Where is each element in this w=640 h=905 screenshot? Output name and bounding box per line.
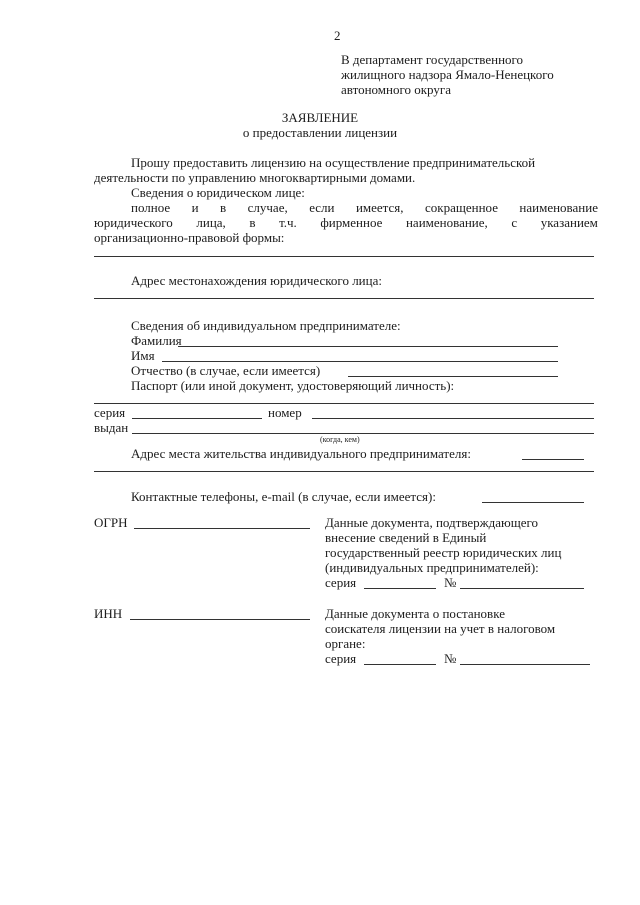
ie-address-field[interactable] (94, 471, 594, 472)
legal-address-label: Адрес местонахождения юридического лица: (131, 273, 382, 288)
ogrn-doc-number-sign: № (444, 575, 457, 590)
patronymic-field[interactable] (348, 376, 558, 377)
inn-doc-number-sign: № (444, 651, 457, 666)
legal-name-field[interactable] (94, 256, 594, 257)
inn-field[interactable] (130, 619, 310, 620)
ogrn-field[interactable] (134, 528, 310, 529)
inn-doc-number-field[interactable] (460, 664, 590, 665)
inn-doc-line-3: органе: (325, 636, 366, 651)
legal-name-line-2: юридического лица, в т.ч. фирменное наименование, с указанием (94, 215, 598, 230)
ogrn-doc-line-4: (индивидуальных предпринимателей): (325, 560, 539, 575)
inn-label: ИНН (94, 606, 123, 621)
number-label: номер (268, 405, 302, 420)
legal-address-field[interactable] (94, 298, 594, 299)
inn-doc-line-1: Данные документа о постановке (325, 606, 505, 621)
addressee-line-3: автономного округа (341, 82, 451, 97)
ie-address-label: Адрес места жительства индивидуального предпринимателя: (131, 446, 471, 461)
name-label: Имя (131, 348, 155, 363)
legal-name-line-1: полное и в случае, если имеется, сокращенное наименование (131, 200, 598, 215)
contacts-field[interactable] (482, 502, 584, 503)
addressee-line-2: жилищного надзора Ямало-Ненецкого (341, 67, 554, 82)
inn-doc-series-label: серия (325, 651, 357, 666)
issued-hint: (когда, кем) (320, 435, 360, 444)
issued-label: выдан (94, 420, 129, 435)
legal-entity-header: Сведения о юридическом лице: (131, 185, 305, 200)
surname-label: Фамилия (131, 333, 182, 348)
ogrn-doc-line-3: государственный реестр юридических лиц (325, 545, 562, 560)
passport-field[interactable] (94, 403, 594, 404)
surname-field[interactable] (178, 346, 558, 347)
issued-field[interactable] (132, 433, 594, 434)
series-field[interactable] (132, 418, 262, 419)
ogrn-doc-series-field[interactable] (364, 588, 436, 589)
document-subtitle: о предоставлении лицензии (242, 125, 398, 140)
name-field[interactable] (162, 361, 558, 362)
ie-header: Сведения об индивидуальном предпринимателе: (131, 318, 401, 333)
addressee-line-1: В департамент государственного (341, 52, 524, 67)
document-title: ЗАЯВЛЕНИЕ (281, 110, 359, 125)
ie-address-field-start[interactable] (522, 459, 584, 460)
inn-doc-series-field[interactable] (364, 664, 436, 665)
ogrn-doc-number-field[interactable] (460, 588, 584, 589)
ogrn-doc-series-label: серия (325, 575, 357, 590)
passport-label: Паспорт (или иной документ, удостоверяющий личность): (131, 378, 455, 393)
ogrn-doc-line-2: внесение сведений в Единый (325, 530, 487, 545)
page-number: 2 (334, 28, 341, 43)
series-label: серия (94, 405, 126, 420)
patronymic-label: Отчество (в случае, если имеется) (131, 363, 321, 378)
legal-name-line-3: организационно-правовой формы: (94, 230, 285, 245)
ogrn-doc-line-1: Данные документа, подтверждающего (325, 515, 539, 530)
ogrn-label: ОГРН (94, 515, 128, 530)
inn-doc-line-2: соискателя лицензии на учет в налоговом (325, 621, 556, 636)
intro-line-1: Прошу предоставить лицензию на осуществление предпринимательской (131, 155, 536, 170)
number-field[interactable] (312, 418, 594, 419)
intro-line-2: деятельности по управлению многоквартирными домами. (94, 170, 416, 185)
contacts-label: Контактные телефоны, e-mail (в случае, если имеется): (131, 489, 436, 504)
